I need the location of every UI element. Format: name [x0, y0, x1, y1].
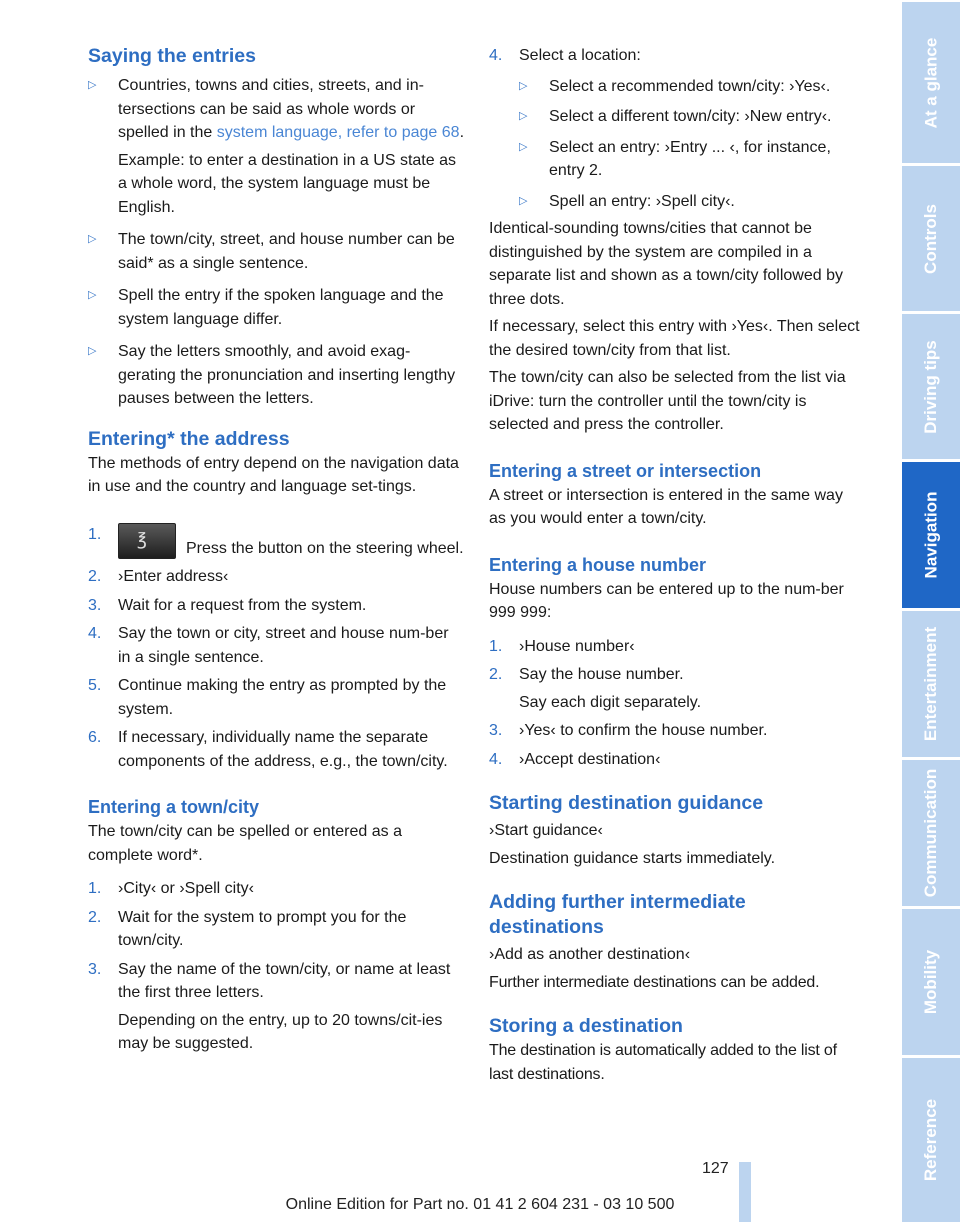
list-item: ▷ Select an entry: ›Entry ... ‹, for instance, entry 2.	[519, 136, 864, 183]
entering-intro: The methods of entry depend on the navigation data in use and the country and language set-tings.	[88, 454, 459, 495]
paragraph-identical: Identical-sounding towns/cities that cannot be distinguished by the system are compiled in a separate list and shown as a town/city followed by three dots.	[489, 220, 843, 308]
address-steps	[88, 523, 464, 774]
paragraph-start: Destination guidance starts immediately.	[489, 849, 776, 867]
list-item: 2. Wait for the system to prompt you for the town/city.	[88, 908, 407, 949]
list-item: 1. ℥ Press the button on the steering wheel.	[88, 523, 464, 561]
tab-reference[interactable]: Reference	[902, 1058, 960, 1222]
list-item: 5. Continue making the entry as prompted by the system.	[88, 677, 447, 718]
tab-controls[interactable]: Controls	[902, 166, 960, 311]
heading-adding-destinations: Adding further intermediate destinations	[489, 891, 746, 938]
list-item: ▷ Spell an entry: ›Spell city‹.	[519, 190, 864, 214]
tab-mobility[interactable]: Mobility	[902, 909, 960, 1055]
voice-command-icon: ℥	[137, 529, 147, 549]
list-item: 6. If necessary, individually name the separate components of the address, e.g., the town/city.	[88, 729, 448, 770]
tab-entertainment[interactable]: Entertainment	[902, 611, 960, 757]
system-language-link[interactable]: system language, refer to page 68	[216, 124, 460, 141]
saying-list	[88, 74, 464, 411]
paragraph-street: A street or intersection is entered in the same way as you would enter a town/city.	[489, 486, 843, 527]
heading-storing-destination: Storing a destination	[489, 1015, 683, 1037]
footer-edition: Online Edition for Part no. 01 41 2 604 231 - 03 10 500	[285, 1196, 675, 1213]
paragraph-house: House numbers can be entered up to the num-ber 999 999:	[489, 580, 844, 621]
town-intro: The town/city can be spelled or entered as a complete word*.	[88, 823, 402, 864]
list-item: ▷ Select a recommended town/city: ›Yes‹.	[519, 75, 864, 99]
list-item: 4. Say the town or city, street and house num-ber in a single sentence.	[88, 625, 449, 666]
town-steps	[88, 877, 464, 1056]
page-number: 127	[702, 1160, 729, 1177]
house-steps	[489, 635, 864, 772]
list-item: 1. ›City‹ or ›Spell city‹	[88, 880, 255, 897]
tab-driving-tips[interactable]: Driving tips	[902, 314, 960, 459]
list-item: 4. ›Accept destination‹	[489, 750, 661, 768]
list-item: 2. ›Enter address‹	[88, 568, 229, 585]
list-item: 1. ›House number‹	[489, 637, 635, 655]
list-item: 4. Select a location: ▷ Select a recommended town/city: ›Yes‹. ▷ Select a different town/city: ›New entry‹. ▷ Select an entry: ›Entry ... ‹, for instance, entry 2. ▷ Spell an entry: ›Spell city‹.	[489, 44, 864, 213]
heading-starting-guidance: Starting destination guidance	[489, 792, 764, 814]
right-column	[489, 44, 864, 1086]
heading-entering-town: Entering a town/city	[88, 797, 260, 817]
list-item: ▷ Countries, towns and cities, streets, and in-tersections can be said as whole words or spelled in the system language, refer to page 68. Example: to enter a destination in a US state as a whole word, the system language must be English.	[88, 74, 464, 219]
location-step	[489, 44, 864, 213]
heading-saying-entries: Saying the entries	[88, 45, 256, 67]
paragraph-adding: Further intermediate destinations can be added.	[489, 973, 820, 991]
paragraph-necessary: If necessary, select this entry with ›Yes‹. Then select the desired town/city from that list.	[489, 318, 860, 359]
list-item: ▷ Select a different town/city: ›New entry‹.	[519, 105, 864, 129]
heading-house-number: Entering a house number	[489, 554, 707, 575]
location-options	[519, 75, 864, 214]
left-column	[88, 44, 464, 1056]
town-step-note: Depending on the entry, up to 20 towns/cit-ies may be suggested.	[118, 1011, 443, 1052]
list-item: 2. Say the house number. Say each digit separately.	[489, 663, 864, 714]
tab-at-a-glance[interactable]: At a glance	[902, 2, 960, 163]
list-item: ▷ Say the letters smoothly, and avoid exag-gerating the pronunciation and inserting lengthy pauses between the letters.	[88, 340, 464, 411]
tab-communication[interactable]: Communication	[902, 760, 960, 906]
house-step-note: Say each digit separately.	[519, 693, 702, 711]
list-item: ▷ The town/city, street, and house number can be said* as a single sentence.	[88, 228, 464, 275]
paragraph-idrive: The town/city can also be selected from the list via iDrive: turn the controller until the town/city is selected and press the controller.	[489, 369, 846, 433]
list-item: ▷ Spell the entry if the spoken language and the system language differ.	[88, 284, 464, 331]
list-item: 3. ›Yes‹ to confirm the house number.	[489, 722, 768, 739]
heading-entering-address: Entering* the address	[88, 427, 290, 450]
heading-street: Entering a street or intersection	[489, 460, 762, 481]
steering-wheel-voice-button-image	[118, 523, 176, 559]
paragraph-adding-command: ›Add as another destination‹	[489, 946, 691, 963]
list-item: 3. Wait for a request from the system.	[88, 596, 367, 614]
saying-example: Example: to enter a destination in a US state as a whole word, the system language must be English.	[118, 151, 456, 216]
tab-navigation[interactable]: Navigation	[902, 462, 960, 608]
list-item: 3. Say the name of the town/city, or name at least the first three letters. Depending on the entry, up to 20 towns/cit-ies may be suggested.	[88, 958, 464, 1056]
paragraph-start-command: ›Start guidance‹	[489, 822, 603, 839]
paragraph-storing: The destination is automatically added to the list of last destinations.	[489, 1042, 837, 1083]
